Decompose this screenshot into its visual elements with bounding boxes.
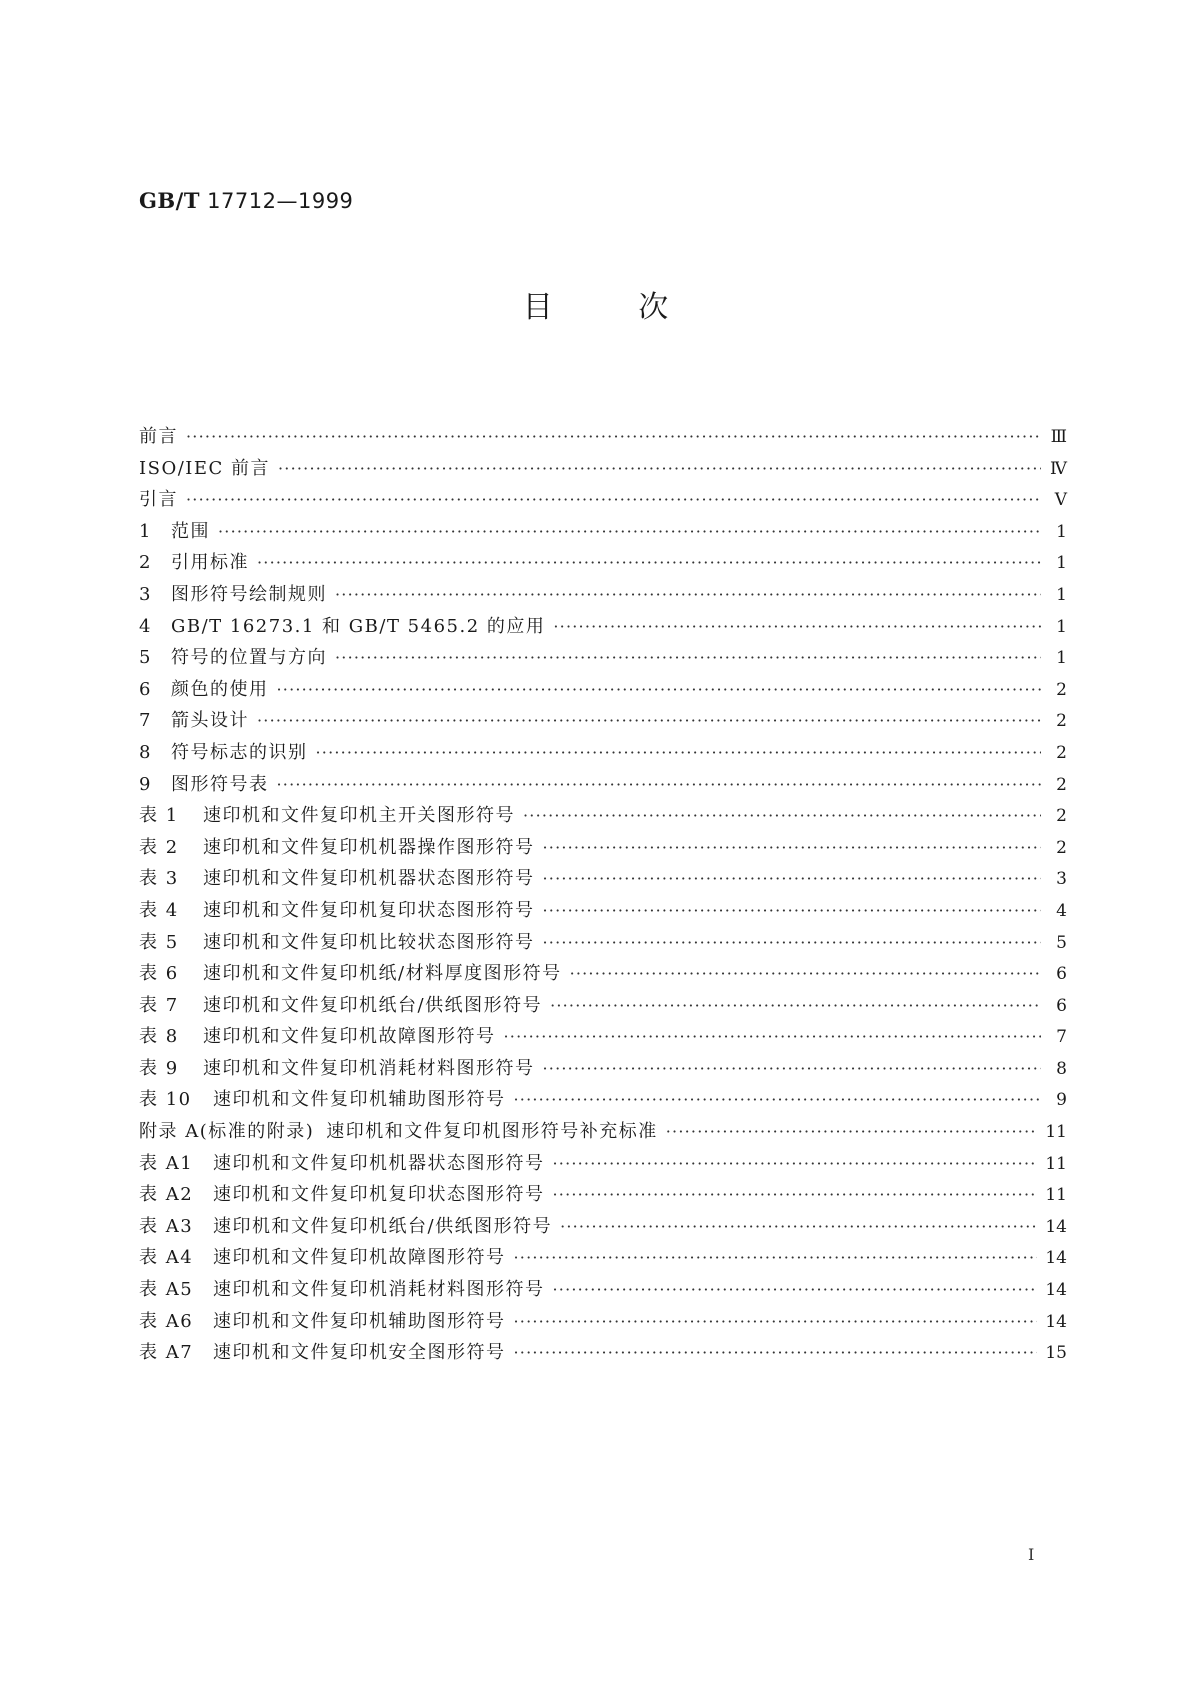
toc-entry-title [139, 928, 535, 954]
toc-entry-number: 表 3 [139, 868, 179, 890]
toc-entry-title [139, 643, 327, 669]
toc-entry-number: 表 5 [139, 931, 179, 953]
toc-entry-number: 表 A4 [139, 1247, 194, 1269]
toc-entry[interactable] [139, 1149, 1067, 1181]
toc-dot-leader [543, 1059, 1042, 1078]
toc-entry-label: 箭头设计 [171, 710, 249, 732]
toc-entry-label: 速印机和文件复印机机器状态图形符号 [203, 868, 535, 890]
toc-entry-title [139, 1212, 552, 1238]
toc-entry-title [139, 1338, 506, 1364]
toc-entry[interactable] [139, 1022, 1067, 1054]
toc-dot-leader [277, 775, 1042, 794]
toc-entry-number: 3 [139, 583, 152, 605]
toc-entry-page: 2 [1056, 711, 1067, 732]
toc-entry[interactable] [139, 454, 1067, 486]
toc-entry-label: 图形符号绘制规则 [171, 583, 327, 605]
toc-dot-leader [666, 1122, 1038, 1141]
toc-dot-leader [553, 1154, 1038, 1173]
toc-entry-label: 速印机和文件复印机辅助图形符号 [213, 1089, 506, 1111]
toc-dot-leader [277, 680, 1042, 699]
toc-entry-label: 速印机和文件复印机辅助图形符号 [213, 1310, 506, 1332]
toc-entry[interactable] [139, 1275, 1067, 1307]
toc-dot-leader [543, 933, 1042, 952]
toc-entry-number: 1 [139, 520, 152, 542]
toc-entry-title [139, 1275, 545, 1301]
toc-entry[interactable] [139, 801, 1067, 833]
toc-entry[interactable] [139, 959, 1067, 991]
toc-entry-page: 6 [1056, 995, 1067, 1016]
toc-entry[interactable] [139, 991, 1067, 1023]
toc-entry-number: 表 2 [139, 836, 179, 858]
toc-entry-label: 速印机和文件复印机纸/材料厚度图形符号 [203, 963, 562, 985]
toc-entry-title [139, 833, 535, 859]
toc-entry-label: 颜色的使用 [171, 678, 269, 700]
page-title [0, 282, 1191, 326]
toc-entry-label: 速印机和文件复印机图形符号补充标准 [326, 1121, 658, 1143]
toc-entry-label: 速印机和文件复印机故障图形符号 [213, 1247, 506, 1269]
toc-entry[interactable] [139, 1307, 1067, 1339]
toc-entry-title [139, 896, 535, 922]
toc-dot-leader [514, 1343, 1038, 1362]
toc-entry-number: 2 [139, 552, 152, 574]
toc-entry-page: 11 [1045, 1122, 1067, 1143]
toc-entry-page: 15 [1045, 1343, 1067, 1364]
toc-entry-number: 附录 A(标准的附录) [139, 1121, 315, 1143]
toc-dot-leader [553, 617, 1041, 636]
toc-entry[interactable] [139, 1180, 1067, 1212]
toc-entry-page: 1 [1056, 521, 1067, 542]
toc-dot-leader [335, 648, 1041, 667]
toc-entry-title [139, 1149, 545, 1175]
toc-dot-leader [514, 1090, 1042, 1109]
toc-entry[interactable] [139, 485, 1067, 517]
toc-entry-label: 速印机和文件复印机机器状态图形符号 [213, 1152, 545, 1174]
toc-entry-label: 前言 [139, 426, 178, 447]
toc-entry[interactable] [139, 1338, 1067, 1370]
toc-entry-number: 表 6 [139, 963, 179, 985]
toc-entry-label: 速印机和文件复印机纸台/供纸图形符号 [203, 994, 543, 1016]
toc-entry-page: 9 [1056, 1090, 1067, 1111]
toc-entry-page: 14 [1045, 1280, 1067, 1301]
toc-entry-page: 1 [1056, 584, 1067, 605]
toc-entry[interactable] [139, 580, 1067, 612]
toc-entry-page: 4 [1056, 900, 1067, 921]
toc-entry[interactable] [139, 864, 1067, 896]
title-char-2: 次 [638, 290, 669, 325]
toc-entry-number: 表 A7 [139, 1342, 194, 1364]
toc-entry-title [139, 454, 270, 480]
toc-entry-number: 表 A1 [139, 1152, 194, 1174]
toc-entry-title [139, 1180, 545, 1206]
toc-entry-label: 范围 [171, 520, 210, 542]
toc-entry-title [139, 959, 562, 985]
toc-dot-leader [543, 901, 1042, 920]
toc-entry-number: 表 A5 [139, 1279, 194, 1301]
toc-entry-number: 表 8 [139, 1026, 179, 1048]
toc-entry-page: 14 [1045, 1248, 1067, 1269]
toc-entry-page: Ⅴ [1054, 490, 1067, 511]
toc-dot-leader [335, 585, 1041, 604]
toc-entry-title [139, 580, 327, 606]
toc-entry-label: 图形符号表 [171, 773, 269, 795]
standard-prefix: GB/T [139, 188, 200, 213]
toc-entry-page: 14 [1045, 1216, 1067, 1237]
toc-dot-leader [218, 522, 1041, 541]
toc-entry-title [139, 517, 210, 543]
toc-entry-title [139, 991, 542, 1017]
title-char-1: 目 [522, 290, 553, 325]
toc-entry-title [139, 770, 269, 796]
toc-dot-leader [186, 427, 1041, 446]
toc-entry-number: 表 10 [139, 1089, 192, 1111]
standard-code [139, 188, 353, 213]
toc-entry-title [139, 738, 308, 764]
toc-entry[interactable] [139, 675, 1067, 707]
toc-dot-leader [514, 1248, 1038, 1267]
toc-dot-leader [550, 996, 1041, 1015]
toc-entry-page: 7 [1056, 1027, 1067, 1048]
toc-entry-title [139, 1054, 535, 1080]
toc-entry-title [139, 801, 515, 827]
toc-entry-page: 2 [1056, 837, 1067, 858]
toc-dot-leader [257, 711, 1041, 730]
toc-entry-page: 3 [1056, 869, 1067, 890]
toc-entry-page: 11 [1045, 1153, 1067, 1174]
page-number: I [1028, 1545, 1035, 1564]
standard-number: 17712—1999 [207, 189, 354, 213]
toc-entry-title [139, 612, 545, 638]
toc-entry-label: 引用标准 [171, 552, 249, 574]
toc-entry[interactable] [139, 706, 1067, 738]
toc-entry-number: 表 1 [139, 805, 179, 827]
toc-entry-label: GB/T 16273.1 和 GB/T 5465.2 的应用 [171, 615, 546, 637]
toc-entry-page: 2 [1056, 742, 1067, 763]
toc-entry[interactable] [139, 548, 1067, 580]
toc-entry-number: 表 A2 [139, 1184, 194, 1206]
toc-entry-page: 5 [1056, 932, 1067, 953]
toc-entry-label: 引言 [139, 489, 178, 511]
toc-entry-page: 14 [1045, 1311, 1067, 1332]
toc-entry[interactable] [139, 422, 1067, 454]
toc-entry-number: 表 4 [139, 899, 179, 921]
toc-entry-label: 速印机和文件复印机比较状态图形符号 [203, 931, 535, 953]
toc-entry[interactable] [139, 928, 1067, 960]
table-of-contents [139, 422, 1067, 1370]
toc-entry-title [139, 675, 269, 701]
toc-entry-page: 1 [1056, 648, 1067, 669]
toc-entry-number: 表 9 [139, 1057, 179, 1079]
toc-entry-title [139, 1117, 658, 1143]
toc-entry-number: 5 [139, 647, 152, 669]
toc-dot-leader [257, 553, 1041, 572]
toc-entry-page: 1 [1056, 616, 1067, 637]
toc-dot-leader [504, 1027, 1042, 1046]
toc-entry[interactable] [139, 1117, 1067, 1149]
toc-entry-page: 2 [1056, 679, 1067, 700]
toc-entry-label: 速印机和文件复印机安全图形符号 [213, 1342, 506, 1364]
toc-entry-title [139, 706, 249, 732]
toc-entry-page: 8 [1056, 1058, 1067, 1079]
toc-entry-title [139, 1085, 506, 1111]
toc-entry[interactable] [139, 896, 1067, 928]
toc-entry-label: 速印机和文件复印机机器操作图形符号 [203, 836, 535, 858]
toc-dot-leader [186, 490, 1041, 509]
toc-entry-label: ISO/IEC 前言 [139, 457, 271, 479]
toc-entry-number: 6 [139, 678, 152, 700]
toc-dot-leader [514, 1312, 1038, 1331]
toc-entry-label: 速印机和文件复印机复印状态图形符号 [203, 899, 535, 921]
toc-entry-number: 9 [139, 773, 152, 795]
toc-entry-title [139, 548, 249, 574]
toc-entry-number: 7 [139, 710, 152, 732]
toc-entry-label: 速印机和文件复印机消耗材料图形符号 [203, 1057, 535, 1079]
toc-entry-title [139, 422, 178, 448]
toc-entry-page: 11 [1045, 1185, 1067, 1206]
toc-entry-title [139, 1307, 506, 1333]
toc-entry-number: 表 A3 [139, 1215, 194, 1237]
toc-dot-leader [543, 869, 1042, 888]
toc-entry[interactable] [139, 517, 1067, 549]
toc-entry-label: 符号标志的识别 [171, 741, 308, 763]
toc-dot-leader [553, 1185, 1038, 1204]
toc-entry[interactable] [139, 770, 1067, 802]
toc-entry-number: 4 [139, 615, 152, 637]
toc-entry-label: 速印机和文件复印机复印状态图形符号 [213, 1184, 545, 1206]
toc-entry-title [139, 485, 178, 511]
toc-entry-title [139, 1022, 496, 1048]
toc-entry[interactable] [139, 833, 1067, 865]
toc-entry-label: 速印机和文件复印机消耗材料图形符号 [213, 1279, 545, 1301]
toc-entry-page: 2 [1056, 774, 1067, 795]
toc-entry-page: 1 [1056, 553, 1067, 574]
toc-dot-leader [553, 1280, 1038, 1299]
toc-entry[interactable] [139, 1085, 1067, 1117]
toc-entry[interactable] [139, 738, 1067, 770]
toc-entry-label: 速印机和文件复印机故障图形符号 [203, 1026, 496, 1048]
toc-entry-page: 6 [1056, 964, 1067, 985]
toc-entry[interactable] [139, 1243, 1067, 1275]
toc-entry-number: 表 7 [139, 994, 179, 1016]
toc-entry-label: 速印机和文件复印机纸台/供纸图形符号 [213, 1215, 553, 1237]
toc-entry-page: 2 [1056, 806, 1067, 827]
toc-dot-leader [543, 838, 1042, 857]
toc-entry[interactable] [139, 1054, 1067, 1086]
toc-dot-leader [523, 806, 1041, 825]
toc-dot-leader [570, 964, 1041, 983]
toc-entry-label: 符号的位置与方向 [171, 647, 327, 669]
toc-entry[interactable] [139, 643, 1067, 675]
toc-entry[interactable] [139, 1212, 1067, 1244]
toc-entry-title [139, 864, 535, 890]
toc-entry-number: 8 [139, 741, 152, 763]
toc-entry[interactable] [139, 612, 1067, 644]
toc-entry-number: 表 A6 [139, 1310, 194, 1332]
toc-dot-leader [316, 743, 1042, 762]
toc-entry-label: 速印机和文件复印机主开关图形符号 [203, 805, 515, 827]
toc-dot-leader [560, 1217, 1037, 1236]
toc-entry-title [139, 1243, 506, 1269]
toc-entry-page: Ⅲ [1050, 427, 1067, 447]
toc-dot-leader [278, 459, 1041, 478]
toc-entry-page: Ⅳ [1050, 458, 1067, 479]
